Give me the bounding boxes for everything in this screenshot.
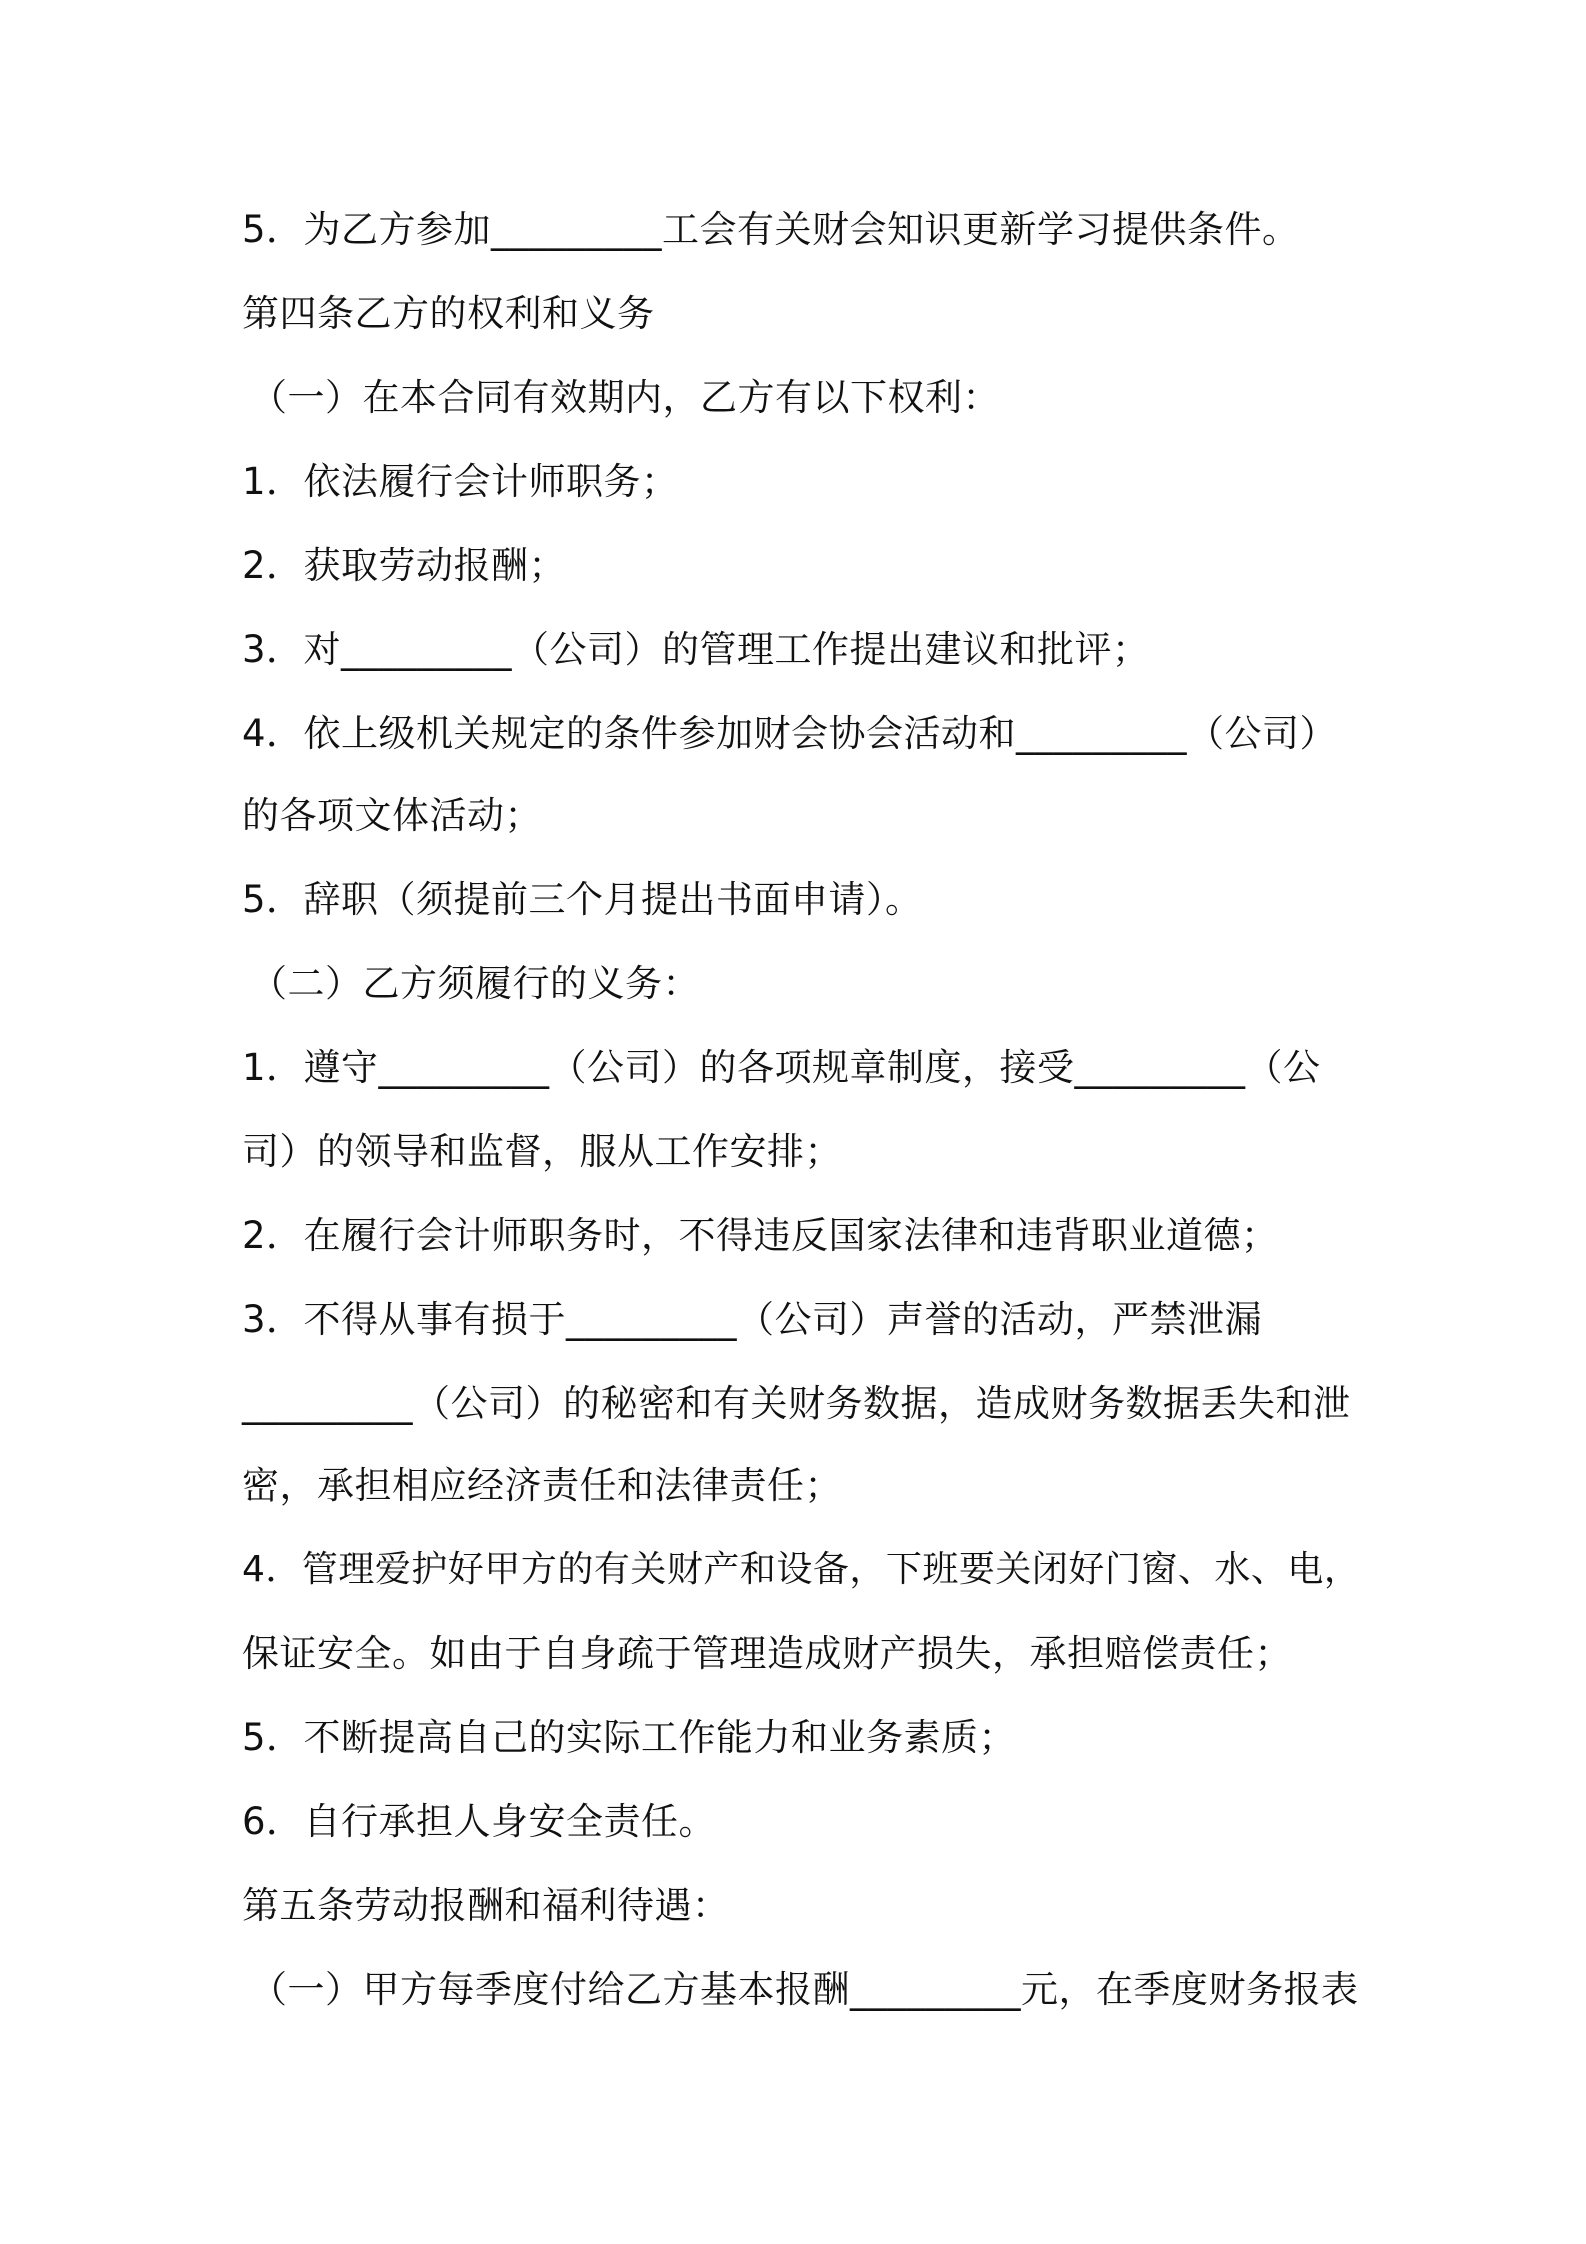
clause-line: 1．依法履行会计师职务； <box>242 460 679 503</box>
clause-line: 5．为乙方参加_________工会有关财会知识更新学习提供条件。 <box>242 208 1300 251</box>
section-line: （一）甲方每季度付给乙方基本报酬_________元，在季度财务报表 <box>250 1968 1359 2011</box>
clause-line: 5．不断提高自己的实际工作能力和业务素质； <box>242 1716 1017 1759</box>
clause-line-continued: 密，承担相应经济责任和法律责任； <box>242 1464 842 1507</box>
clause-line: 5．辞职（须提前三个月提出书面申请）。 <box>242 878 923 921</box>
clause-line-continued: 司）的领导和监督，服从工作安排； <box>242 1130 842 1173</box>
clause-line-continued: _________（公司）的秘密和有关财务数据，造成财务数据丢失和泄 <box>242 1382 1351 1425</box>
section-heading: （一）在本合同有效期内，乙方有以下权利： <box>250 376 1000 419</box>
clause-line: 4．管理爱护好甲方的有关财产和设备，下班要关闭好门窗、水、电， <box>242 1549 1361 1590</box>
clause-line: 4．依上级机关规定的条件参加财会协会活动和_________（公司） <box>242 712 1338 755</box>
clause-line: 1．遵守_________（公司）的各项规章制度，接受_________（公 <box>242 1046 1321 1089</box>
article-heading: 第五条劳动报酬和福利待遇： <box>242 1884 730 1927</box>
clause-line-continued: 的各项文体活动； <box>242 794 542 837</box>
clause-line: 3．对_________（公司）的管理工作提出建议和批评； <box>242 628 1150 671</box>
section-heading: （二）乙方须履行的义务： <box>250 962 700 1005</box>
clause-line: 2．获取劳动报酬； <box>242 544 567 587</box>
article-heading: 第四条乙方的权利和义务 <box>242 292 655 335</box>
clause-line: 2．在履行会计师职务时，不得违反国家法律和违背职业道德； <box>242 1214 1279 1257</box>
clause-line: 3．不得从事有损于_________（公司）声誉的活动，严禁泄漏 <box>242 1298 1263 1341</box>
clause-line-continued: 保证安全。如由于自身疏于管理造成财产损失，承担赔偿责任； <box>242 1632 1292 1675</box>
clause-line: 6．自行承担人身安全责任。 <box>242 1800 717 1843</box>
